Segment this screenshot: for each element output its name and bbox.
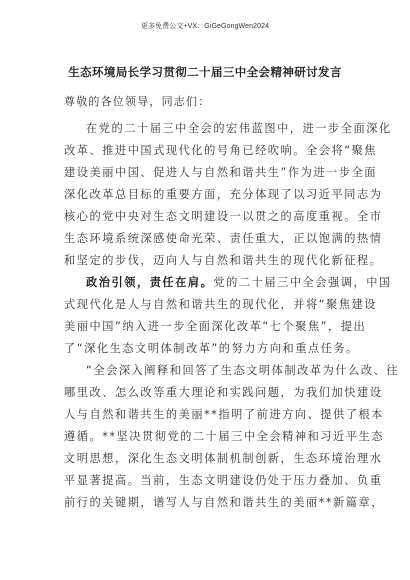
paragraph-line: 核心的党中央对生态文明建设一以贯之的高度重视。全市 [64, 210, 383, 223]
paragraph-line [64, 272, 392, 294]
top-banner: 更多免费公文+VX：GiGeGongWen2024 [140, 23, 270, 30]
paragraph-line: “全会深入阐释和回答了生态文明体制改革为什么改、往 [86, 364, 400, 377]
paragraph-line: 人与自然和谐共生的美丽**指明了前进方向、提供了根本 [64, 408, 384, 421]
paragraph-line: 建设美丽中国、促进人与自然和谐共生”作为进一步全面 [64, 166, 378, 179]
paragraph-line: 哪里改、怎么改等重大理论和实践问题，为我们加快建设 [64, 386, 383, 399]
paragraph-line: 生态环境系统深感使命光荣、责任重大，正以饱满的热情 [64, 232, 383, 245]
section-lead: 政治引领，责任在肩。 [86, 276, 214, 289]
paragraph-line: 美丽中国”纳入进一步全面深化改革“七个聚焦”，提出 [64, 320, 367, 333]
paragraph-line: 和坚定的步伐，迈向人与自然和谐共生的现代化新征程。 [64, 254, 383, 267]
paragraph-line: 遵循。**坚决贯彻党的二十届三中全会精神和习近平生态 [64, 430, 384, 443]
paragraph-line: 了“深化生态文明体制改革”的努力方向和重点任务。 [64, 342, 359, 355]
paragraph-line: 改革、推进中国式现代化的号角已经吹响。全会将“聚焦 [64, 144, 378, 157]
section-lead-rest: 党的二十届三中全会强调，中国 [213, 276, 392, 289]
document-body [64, 118, 400, 514]
paragraph-line: 在党的二十届三中全会的宏伟蓝图中，进一步全面深化 [86, 122, 392, 135]
salutation: 尊敬的各位领导，同志们： [64, 95, 211, 108]
paragraph-line: 前行的关键期，谱写人与自然和谐共生的美丽**新篇章， [64, 496, 384, 509]
paragraph-line: 平显著提高。当前，生态文明建设仍处于压力叠加、负重 [64, 474, 383, 487]
paragraph-line: 式现代化是人与自然和谐共生的现代化，并将“聚焦建设 [64, 298, 378, 311]
paragraph-line: 深化改革总目标的重要方面，充分体现了以习近平同志为 [64, 188, 383, 201]
paragraph-line: 文明思想，深化生态文明体制机制创新，生态环境治理水 [64, 452, 383, 465]
document-title: 生态环境局长学习贯彻二十届三中全会精神研讨发言 [68, 65, 342, 79]
